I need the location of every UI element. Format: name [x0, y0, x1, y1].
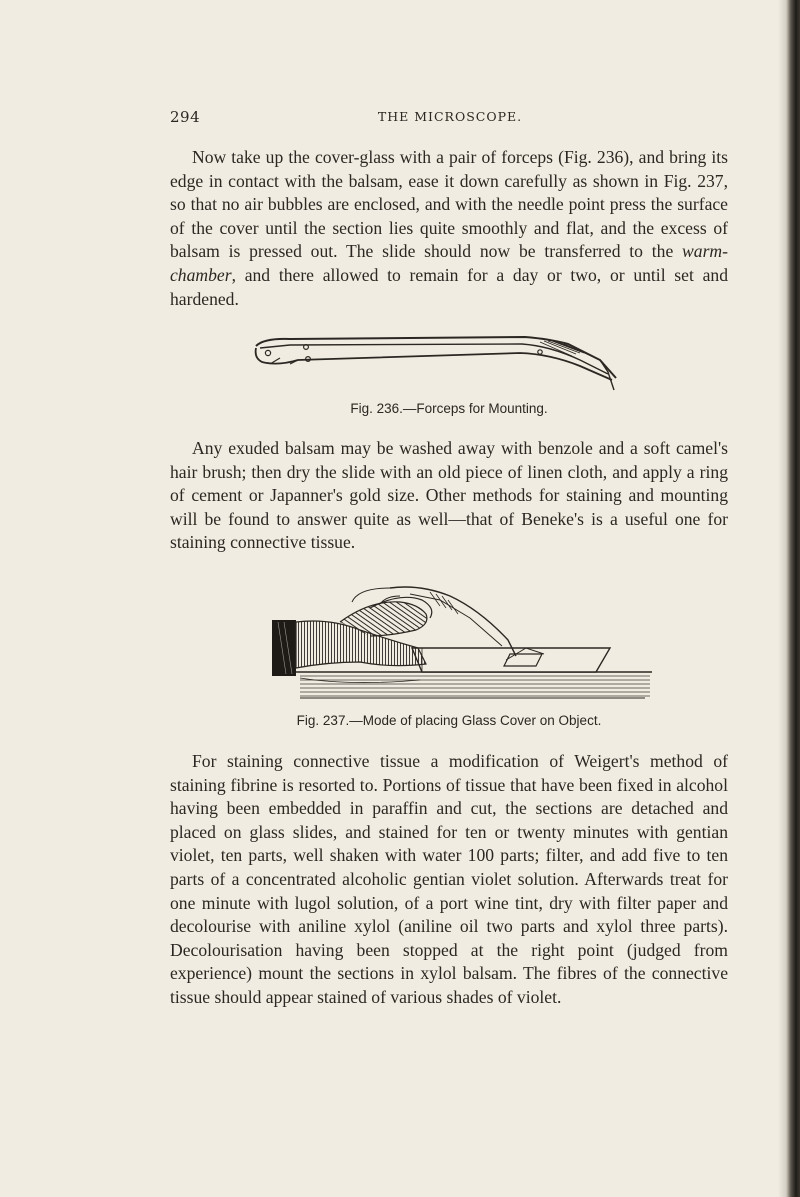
- page-header: [170, 108, 730, 128]
- paragraph-1: [170, 146, 728, 311]
- figure-236-forceps: [250, 336, 620, 392]
- paragraph-1-emphasis: warm-chamber: [170, 241, 728, 285]
- figure-236-caption: Fig. 236.—Forceps for Mounting.: [350, 401, 548, 416]
- paragraph-1-tail: , and there allowed to remain for a day or two, or until set and hardened.: [170, 264, 728, 309]
- figure-237-placing-cover: [240, 578, 660, 706]
- paragraph-1-lead: Now take up the cover-glass with a pair of forceps (Fig. 236), and bring its edge in contact with the balsam, ease it down carefully as shown in Fig. 237, so that no air bubbles are enclosed, and with the needle point press the surface of the cover until the section lies quite smoothly and flat, and the excess of balsam is pressed out. The slide should now be transferred to the: [170, 147, 728, 262]
- page-edge-shadow: [778, 0, 786, 1197]
- paragraph-2: Any exuded balsam may be washed away with benzole and a soft camel's hair brush; then dry the slide with an old piece of linen cloth, and apply a ring of cement or Japanner's gold size. Other methods for staining and mounting will be found to answer quite as well—that of Beneke's is a useful one for staining connective tissue.: [170, 438, 728, 553]
- paragraph-3: For staining connective tissue a modification of Weigert's method of staining fibrine is resorted to. Portions of tissue that have been fixed in alcohol having been embedded in paraffin and cut, the sections are detached and placed on glass slides, and stained for ten or twenty minutes with gentian violet, ten parts, well shaken with water 100 parts; filter, and add five to ten parts of a concentrated alcoholic gentian violet solution. Afterwards treat for one minute with lugol solution, of a port wine tint, dry with filter paper and decolourise with aniline xylol (aniline oil two parts and xylol three parts). Decolourisation having been stopped at the right point (judged from experience) mount the sections in xylol balsam. The fibres of the connective tissue should appear stained of various shades of violet.: [170, 751, 728, 1007]
- figure-237-caption: Fig. 237.—Mode of placing Glass Cover on Object.: [296, 713, 602, 728]
- forceps-engraving: [250, 336, 620, 392]
- hand-with-forceps-engraving: [240, 578, 660, 706]
- running-title: THE MICROSCOPE.: [377, 109, 523, 124]
- page-edge: [786, 0, 800, 1197]
- page-number: 294: [170, 108, 201, 126]
